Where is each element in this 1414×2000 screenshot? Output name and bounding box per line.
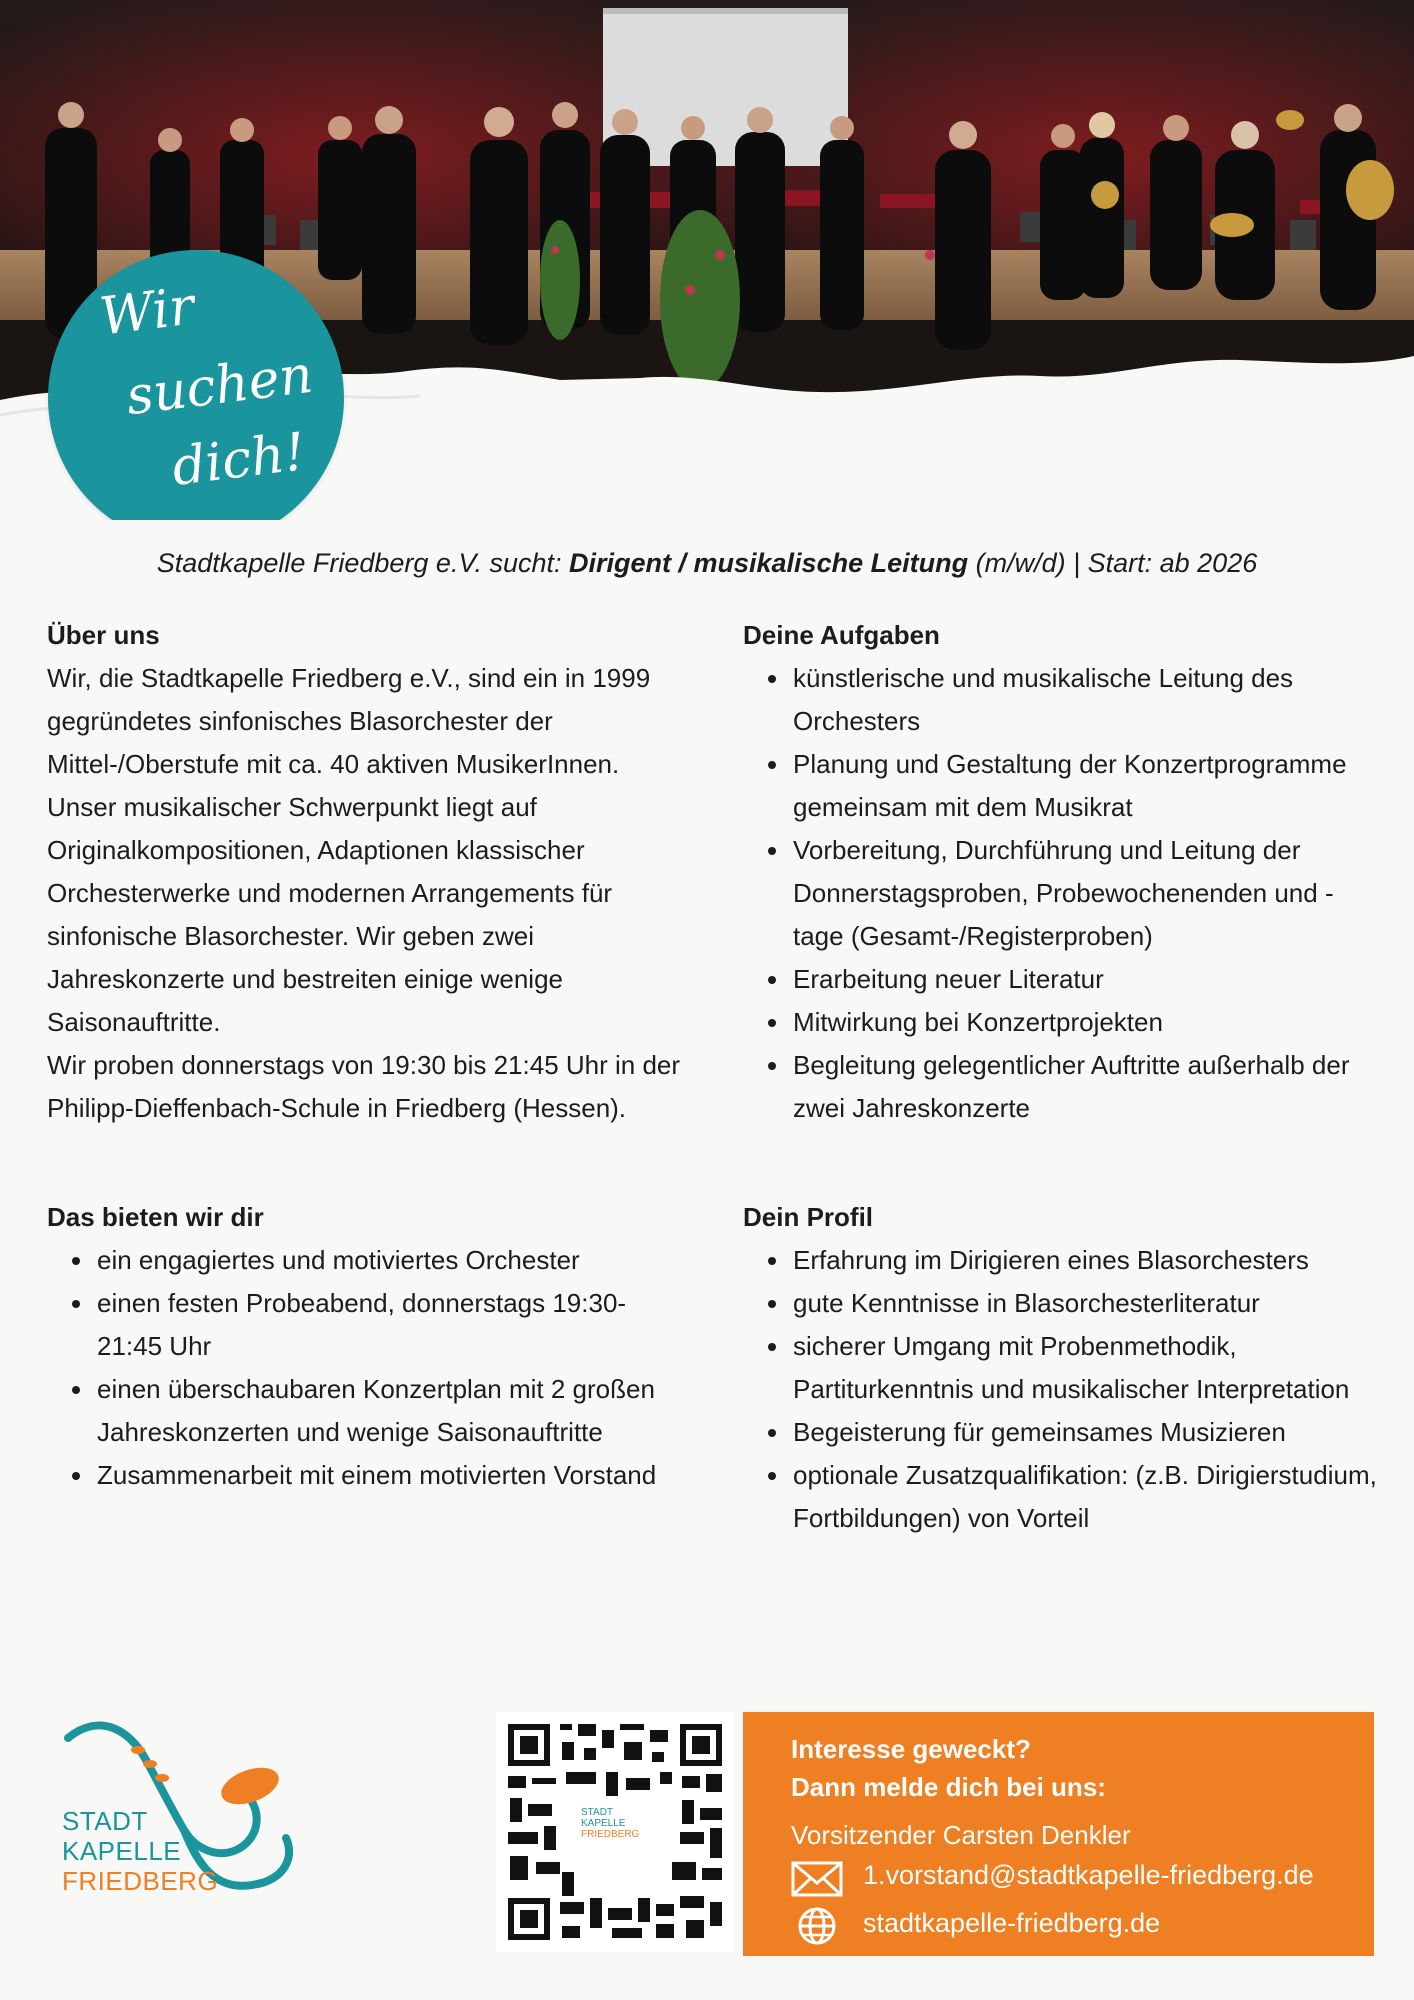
list-item: • Planung und Gestaltung der Konzertprogramme gemeinsam mit dem Musikrat xyxy=(791,743,1383,829)
logo-line-2: KAPELLE xyxy=(62,1836,182,1866)
list-item: • sicherer Umgang mit Probenmethodik, Partiturkenntnis und musikalischer Interpretation xyxy=(791,1325,1383,1411)
tagline-suffix: (m/w/d) | Start: ab 2026 xyxy=(968,548,1258,578)
tasks-section xyxy=(743,614,1383,1130)
badge-line-1: Wir xyxy=(96,276,198,348)
list-item: • künstlerische und musikalische Leitung des Orchesters xyxy=(791,657,1383,743)
list-item: • Erarbeitung neuer Literatur xyxy=(791,958,1383,1001)
contact-heading-1: Interesse geweckt? xyxy=(791,1734,1031,1764)
badge-line-2: suchen xyxy=(123,344,317,428)
list-item: • optionale Zusatzqualifikation: (z.B. Dirigierstudium, Fortbildungen) von Vorteil xyxy=(791,1454,1383,1540)
list-item: • Mitwirkung bei Konzertprojekten xyxy=(791,1001,1383,1044)
tagline-role: Dirigent / musikalische Leitung xyxy=(569,548,969,578)
list-item: • gute Kenntnisse in Blasorchesterliteratur xyxy=(791,1282,1383,1325)
qr-logo-line-2: KAPELLE xyxy=(581,1818,626,1829)
offer-section xyxy=(47,1196,687,1497)
list-item: • Zusammenarbeit mit einem motivierten Vorstand xyxy=(95,1454,687,1497)
stadtkapelle-logo xyxy=(50,1710,300,1910)
offer-title: Das bieten wir dir xyxy=(47,1202,264,1232)
about-section xyxy=(47,614,687,1130)
list-item: • ein engagiertes und motiviertes Orchester xyxy=(95,1239,687,1282)
website-link[interactable]: stadtkapelle-friedberg.de xyxy=(863,1908,1161,1938)
qr-code[interactable] xyxy=(496,1712,734,1952)
profile-section xyxy=(743,1196,1383,1540)
list-item: • Erfahrung im Dirigieren eines Blasorchesters xyxy=(791,1239,1383,1282)
about-paragraph-1: Wir, die Stadtkapelle Friedberg e.V., sind ein in 1999 gegründetes sinfonisches Blasorchester der Mittel-/Oberstufe mit ca. 40 aktiven MusikerInnen. Unser musikalischer Schwerpunkt liegt auf Originalkompositionen, Adaptionen klassischer Orchesterwerke und modernen Arrangements für sinfonische Blasorchester. Wir geben zwei Jahreskonzerte und bestreiten einige wenige Saisonauftritte. xyxy=(47,663,651,1037)
email-link[interactable]: 1.vorstand@stadtkapelle-friedberg.de xyxy=(863,1860,1314,1890)
qr-center-logo xyxy=(576,1802,654,1864)
list-item: • einen festen Probeabend, donnerstags 19:30-21:45 Uhr xyxy=(95,1282,687,1368)
profile-list xyxy=(743,1239,1383,1540)
tasks-title: Deine Aufgaben xyxy=(743,620,940,650)
badge-line-3: dich! xyxy=(168,422,309,498)
email-row[interactable] xyxy=(791,1854,1374,1902)
tasks-list xyxy=(743,657,1383,1130)
list-item: • Begleitung gelegentlicher Auftritte außerhalb der zwei Jahreskonzerte xyxy=(791,1044,1383,1130)
logo-line-1: STADT xyxy=(62,1806,148,1836)
contact-box xyxy=(743,1712,1374,1956)
about-paragraph-2: Wir proben donnerstags von 19:30 bis 21:45 Uhr in der Philipp-Dieffenbach-Schule in Friedberg (Hessen). xyxy=(47,1050,681,1123)
offer-list xyxy=(47,1239,687,1497)
globe-icon xyxy=(797,1906,837,1946)
about-title: Über uns xyxy=(47,620,160,650)
list-item: • Vorbereitung, Durchführung und Leitung der Donnerstagsproben, Probewochenenden und -tage (Gesamt-/Registerproben) xyxy=(791,829,1383,958)
list-item: • Begeisterung für gemeinsames Musizieren xyxy=(791,1411,1383,1454)
orchestra-photo xyxy=(0,0,1414,520)
website-row[interactable] xyxy=(791,1902,1374,1950)
logo-line-3: FRIEDBERG xyxy=(62,1866,219,1896)
list-item: • einen überschaubaren Konzertplan mit 2 großen Jahreskonzerten und wenige Saisonauftritte xyxy=(95,1368,687,1454)
job-tagline xyxy=(0,548,1414,579)
contact-person: Vorsitzender Carsten Denkler xyxy=(791,1820,1131,1850)
qr-logo-line-1: STADT xyxy=(581,1807,614,1818)
qr-logo-line-3: FRIEDBERG xyxy=(581,1829,640,1840)
mail-icon xyxy=(791,1861,843,1897)
profile-title: Dein Profil xyxy=(743,1202,874,1232)
tagline-prefix: Stadtkapelle Friedberg e.V. sucht: xyxy=(156,548,569,578)
contact-heading-2: Dann melde dich bei uns: xyxy=(791,1772,1106,1802)
